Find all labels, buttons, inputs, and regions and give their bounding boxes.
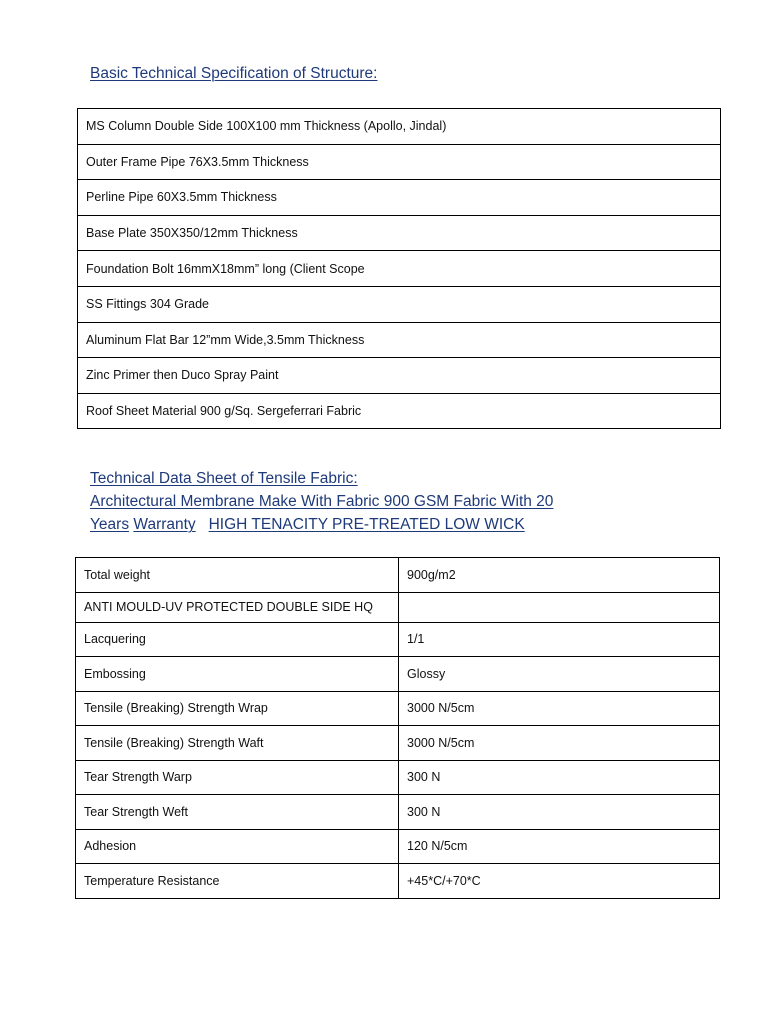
property-label: Tensile (Breaking) Strength Waft (76, 726, 399, 761)
property-label: Total weight (76, 558, 399, 593)
spec-cell: MS Column Double Side 100X100 mm Thickness (Apollo, Jindal) (78, 109, 721, 145)
property-label: Tear Strength Warp (76, 760, 399, 795)
property-label: Temperature Resistance (76, 864, 399, 899)
structure-spec-table (77, 108, 721, 429)
fabric-title-years: Years (90, 516, 130, 533)
table-row (76, 622, 720, 657)
spec-cell: Base Plate 350X350/12mm Thickness (78, 215, 721, 251)
structure-spec-heading (90, 62, 377, 85)
table-row (78, 322, 721, 358)
table-row (78, 358, 721, 394)
fabric-data-heading (90, 467, 553, 536)
spec-cell: Zinc Primer then Duco Spray Paint (78, 358, 721, 394)
table-row (78, 251, 721, 287)
fabric-data-table (75, 557, 720, 899)
property-value: +45*C/+70*C (399, 864, 720, 899)
fabric-title-warranty: Warranty (133, 516, 196, 533)
property-label: Adhesion (76, 829, 399, 864)
property-value: 300 N (399, 760, 720, 795)
property-label: Lacquering (76, 622, 399, 657)
fabric-title-line2: Architectural Membrane Make With Fabric 900 GSM Fabric With 20 (90, 493, 554, 510)
table-row (76, 864, 720, 899)
table-row (76, 657, 720, 692)
property-value: 120 N/5cm (399, 829, 720, 864)
table-row (76, 558, 720, 593)
table-row (78, 286, 721, 322)
spec-cell: SS Fittings 304 Grade (78, 286, 721, 322)
table-row (76, 691, 720, 726)
table-row (78, 180, 721, 216)
property-value: 3000 N/5cm (399, 691, 720, 726)
table-row (76, 592, 720, 622)
property-value: 300 N (399, 795, 720, 830)
property-label: Tear Strength Weft (76, 795, 399, 830)
fabric-title-line1: Technical Data Sheet of Tensile Fabric: (90, 470, 358, 487)
spec-cell: Perline Pipe 60X3.5mm Thickness (78, 180, 721, 216)
property-value: 1/1 (399, 622, 720, 657)
spec-cell: Foundation Bolt 16mmX18mm” long (Client Scope (78, 251, 721, 287)
table-row (78, 393, 721, 429)
table-row (76, 726, 720, 761)
property-value: 900g/m2 (399, 558, 720, 593)
structure-spec-title: Basic Technical Specification of Structure: (90, 65, 378, 82)
table-row (76, 760, 720, 795)
property-label: ANTI MOULD-UV PROTECTED DOUBLE SIDE HQ (76, 592, 399, 622)
property-value: Glossy (399, 657, 720, 692)
table-row (78, 144, 721, 180)
property-value (399, 592, 720, 622)
table-row (78, 109, 721, 145)
table-row (76, 795, 720, 830)
table-row (76, 829, 720, 864)
property-label: Tensile (Breaking) Strength Wrap (76, 691, 399, 726)
spec-cell: Aluminum Flat Bar 12”mm Wide,3.5mm Thickness (78, 322, 721, 358)
spec-cell: Outer Frame Pipe 76X3.5mm Thickness (78, 144, 721, 180)
table-row (78, 215, 721, 251)
fabric-title-tenacity: HIGH TENACITY PRE-TREATED LOW WICK (208, 516, 525, 533)
property-value: 3000 N/5cm (399, 726, 720, 761)
property-label: Embossing (76, 657, 399, 692)
spec-cell: Roof Sheet Material 900 g/Sq. Sergeferrari Fabric (78, 393, 721, 429)
